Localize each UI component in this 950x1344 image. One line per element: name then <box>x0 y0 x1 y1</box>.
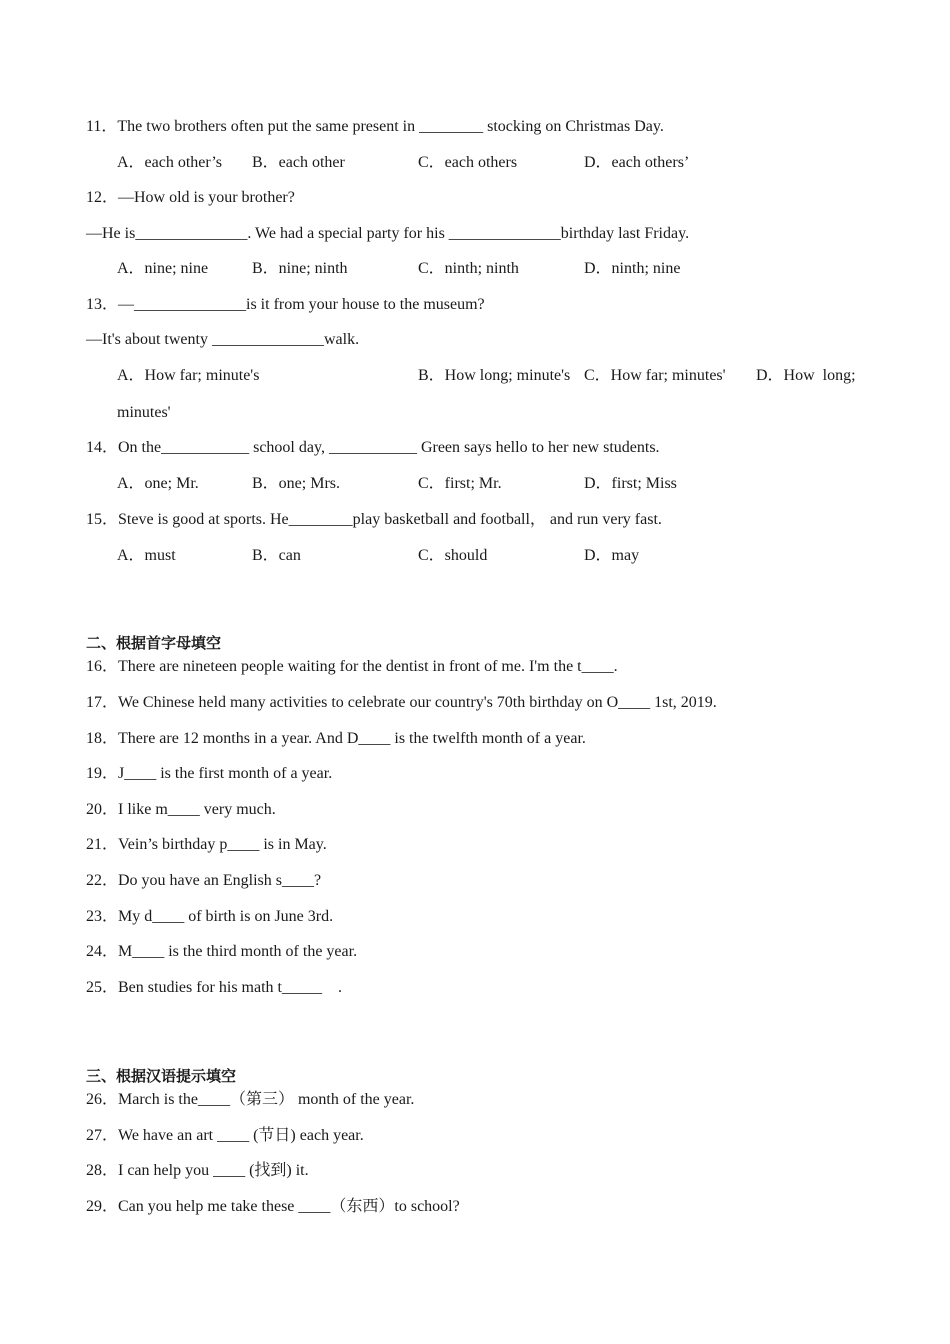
q13-option-b: B．How long; minute's <box>418 367 571 384</box>
section-2-item: 22．Do you have an English s____? <box>86 872 322 889</box>
question-13-stem: 13．—______________is it from your house to the museum? <box>86 296 485 313</box>
question-15-stem: 15．Steve is good at sports. He________play basketball and football， and run very fast. <box>86 511 662 528</box>
section-2-title: 二、根据首字母填空 <box>86 634 222 652</box>
q14-option-b: B．one; Mrs. <box>252 475 341 492</box>
q14-option-c: C．first; Mr. <box>418 475 502 492</box>
q13-option-a: A．How far; minute's <box>117 367 260 384</box>
q13-option-d-continued: minutes' <box>117 404 171 421</box>
q13-option-c: C．How far; minutes' <box>584 367 726 384</box>
question-11-stem: 11．The two brothers often put the same present in ________ stocking on Christmas Day. <box>86 118 664 135</box>
section-3-item: 29．Can you help me take these ____（东西）to school? <box>86 1198 460 1215</box>
question-12-stem: 12．—How old is your brother? <box>86 189 295 206</box>
q14-option-d: D．first; Miss <box>584 475 677 492</box>
q12-option-c: C．ninth; ninth <box>418 260 519 277</box>
q11-option-d: D．each others’ <box>584 154 690 171</box>
question-13-line2: —It's about twenty ______________walk. <box>86 331 360 348</box>
section-3-item: 28．I can help you ____ (找到) it. <box>86 1162 309 1179</box>
q13-option-d: D．How long; <box>756 367 856 384</box>
question-14-stem: 14．On the___________ school day, ___________ Green says hello to her new students. <box>86 439 660 456</box>
q15-option-b: B．can <box>252 547 301 564</box>
q11-option-c: C．each others <box>418 154 518 171</box>
q15-option-a: A．must <box>117 547 176 564</box>
section-2-item: 24．M____ is the third month of the year. <box>86 943 358 960</box>
section-3-item: 27．We have an art ____ (节日) each year. <box>86 1127 364 1144</box>
q12-option-d: D．ninth; nine <box>584 260 681 277</box>
section-2-item: 20．I like m____ very much. <box>86 801 276 818</box>
q15-option-c: C．should <box>418 547 488 564</box>
q12-option-b: B．nine; ninth <box>252 260 348 277</box>
section-2-item: 18．There are 12 months in a year. And D____ is the twelfth month of a year. <box>86 730 586 747</box>
section-2-item: 23．My d____ of birth is on June 3rd. <box>86 908 334 925</box>
question-12-line2: —He is______________. We had a special party for his ______________birthday last Friday. <box>86 225 690 242</box>
q14-option-a: A．one; Mr. <box>117 475 199 492</box>
section-3-title: 三、根据汉语提示填空 <box>86 1067 237 1085</box>
section-2-item: 25．Ben studies for his math t_____ . <box>86 979 342 996</box>
q11-option-a: A．each other’s <box>117 154 223 171</box>
q12-option-a: A．nine; nine <box>117 260 209 277</box>
section-2-item: 17．We Chinese held many activities to celebrate our country's 70th birthday on O____ 1st, 2019. <box>86 694 717 711</box>
q15-option-d: D．may <box>584 547 640 564</box>
section-3-item: 26．March is the____（第三） month of the year. <box>86 1091 415 1108</box>
section-2-item: 19．J____ is the first month of a year. <box>86 765 333 782</box>
section-2-item: 16．There are nineteen people waiting for the dentist in front of me. I'm the t____. <box>86 658 618 675</box>
q11-option-b: B．each other <box>252 154 345 171</box>
section-2-item: 21．Vein’s birthday p____ is in May. <box>86 836 327 853</box>
